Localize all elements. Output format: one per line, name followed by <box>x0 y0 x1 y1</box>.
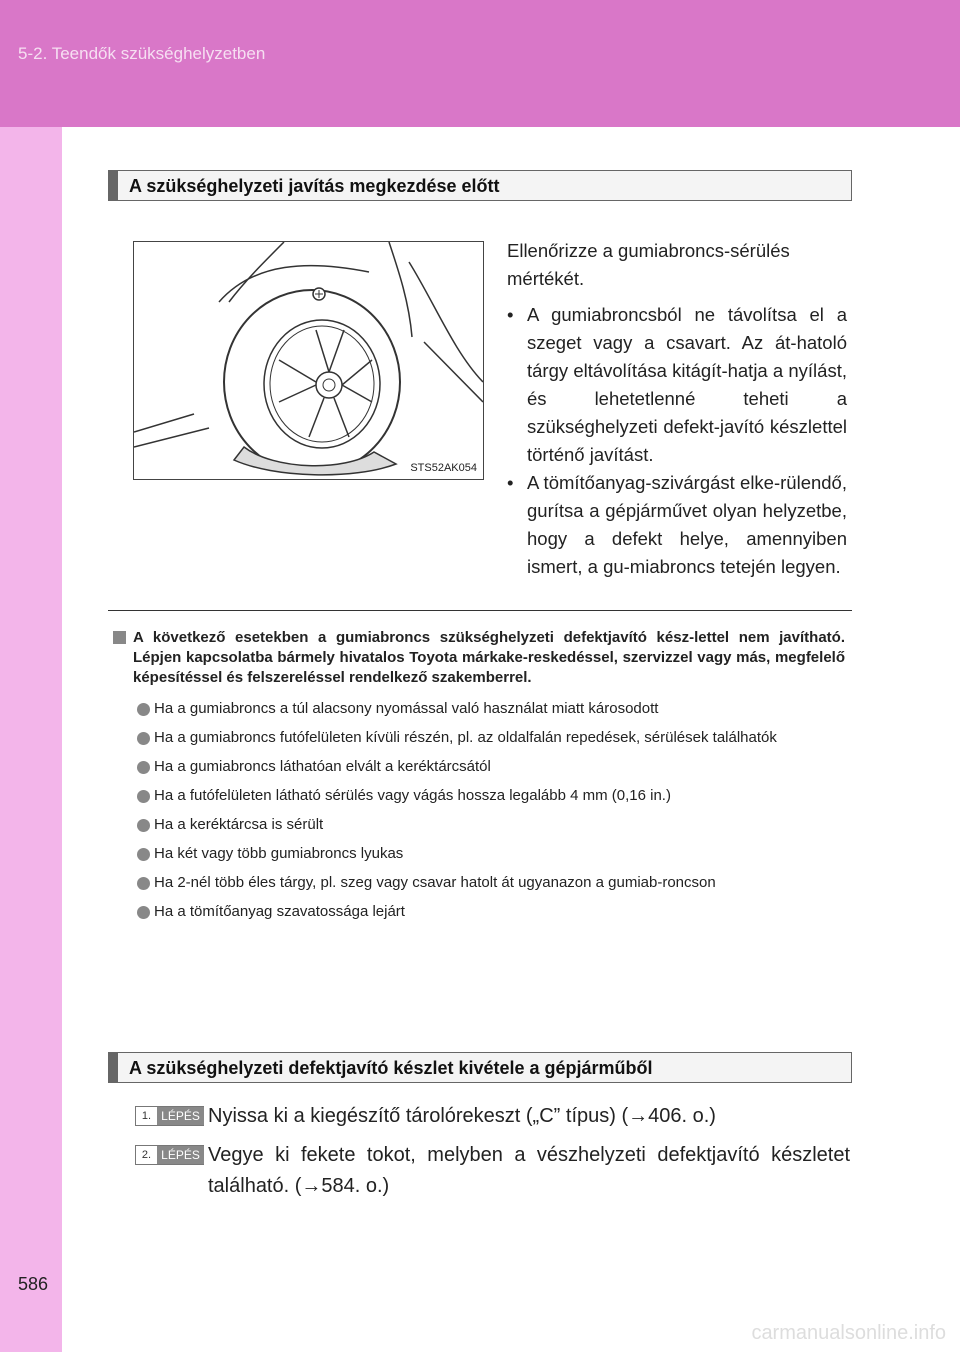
list-item <box>113 873 845 893</box>
circle-bullet-icon <box>137 848 150 861</box>
note-item-text: Ha a gumiabroncs futófelületen kívüli részén, pl. az oldalfalán repedések, sérülések találhatók <box>154 729 777 746</box>
notes-block <box>113 628 845 931</box>
note-item-text: Ha a tömítőanyag szavatossága lejárt <box>154 903 405 920</box>
section-header-bar <box>109 1053 118 1082</box>
note-item-text: Ha a gumiabroncs a túl alacsony nyomással való használat miatt károsodott <box>154 700 659 717</box>
step-label: LÉPÉS <box>157 1107 204 1125</box>
list-item <box>113 699 845 719</box>
section-header-before-repair <box>108 170 852 201</box>
tire-drawing <box>134 242 483 479</box>
section-header-remove-kit <box>108 1052 852 1083</box>
step-badge <box>135 1145 204 1165</box>
list-item <box>113 844 845 864</box>
header-title: 5-2. Teendők szükséghelyzetben <box>18 44 266 63</box>
inspection-text <box>507 237 847 581</box>
step-text: Nyissa ki a kiegészítő tárolórekeszt („C” típus) (→406. o.) <box>208 1105 716 1127</box>
note-item-text: Ha a futófelületen látható sérülés vagy vágás hossza legalább 4 mm (0,16 in.) <box>154 787 671 804</box>
list-item <box>113 815 845 835</box>
step-text: Vegye ki fekete tokot, melyben a vészhelyzeti defektjavító készletet található. (→584. o.) <box>208 1144 850 1197</box>
step-number: 2. <box>141 1149 152 1161</box>
section-header-bar <box>109 171 118 200</box>
list-item <box>113 757 845 777</box>
section-title: A szükséghelyzeti javítás megkezdése előtt <box>129 176 500 196</box>
note-heading <box>113 628 845 688</box>
list-item <box>113 786 845 806</box>
page-header <box>0 0 960 127</box>
circle-bullet-icon <box>137 703 150 716</box>
step-label: LÉPÉS <box>157 1146 204 1164</box>
circle-bullet-icon <box>137 906 150 919</box>
note-item-text: Ha két vagy több gumiabroncs lyukas <box>154 845 404 862</box>
bullet-list <box>507 301 847 581</box>
circle-bullet-icon <box>137 790 150 803</box>
divider <box>108 610 852 611</box>
illustration-code: STS52AK054 <box>410 462 477 474</box>
circle-bullet-icon <box>137 877 150 890</box>
note-item-text: Ha a gumiabroncs láthatóan elvált a keréktárcsától <box>154 758 491 775</box>
intro-text: Ellenőrizze a gumiabroncs-sérülés mértékét. <box>507 240 790 289</box>
circle-bullet-icon <box>137 761 150 774</box>
step-number: 1. <box>141 1110 152 1122</box>
step-badge <box>135 1106 204 1126</box>
list-item <box>113 902 845 922</box>
note-item-text: Ha a keréktárcsa is sérült <box>154 816 324 833</box>
section-title: A szükséghelyzeti defektjavító készlet kivétele a gépjárműből <box>129 1058 653 1078</box>
list-item: • A gumiabroncsból ne távolítsa el a szeget vagy a csavart. Az át-hatoló tárgy eltávolítása kitágít-hatja a nyílást, és lehetetlenné teheti a szükséghelyzeti defekt-javító készlettel történő javítást. <box>507 301 847 469</box>
watermark: carmanualsonline.info <box>751 1322 946 1344</box>
step-1 <box>135 1101 850 1132</box>
list-item <box>113 728 845 748</box>
list-item: • A tömítőanyag-szivárgást elke-rülendő, gurítsa a gépjárművet olyan helyzetbe, hogy a defekt helye, amennyiben ismert, a gu-miabroncs tetején legyen. <box>507 469 847 581</box>
page-number: 586 <box>18 1274 49 1294</box>
circle-bullet-icon <box>137 732 150 745</box>
note-heading-text: A következő esetekben a gumiabroncs szükséghelyzeti defektjavító kész-lettel nem javítható. Lépjen kapcsolatba bármely hivatalos Toyota márkake-reskedéssel, szervizzel vagy más, megfelelő képesítéssel és felszereléssel rendelkező szakemberrel. <box>133 629 845 686</box>
step-2 <box>135 1140 850 1202</box>
note-item-text: Ha 2-nél több éles tárgy, pl. szeg vagy csavar hatolt át ugyanazon a gumiab-roncson <box>154 874 716 891</box>
side-tab <box>0 127 62 1352</box>
tire-illustration <box>133 241 484 480</box>
square-bullet-icon <box>113 631 126 644</box>
circle-bullet-icon <box>137 819 150 832</box>
